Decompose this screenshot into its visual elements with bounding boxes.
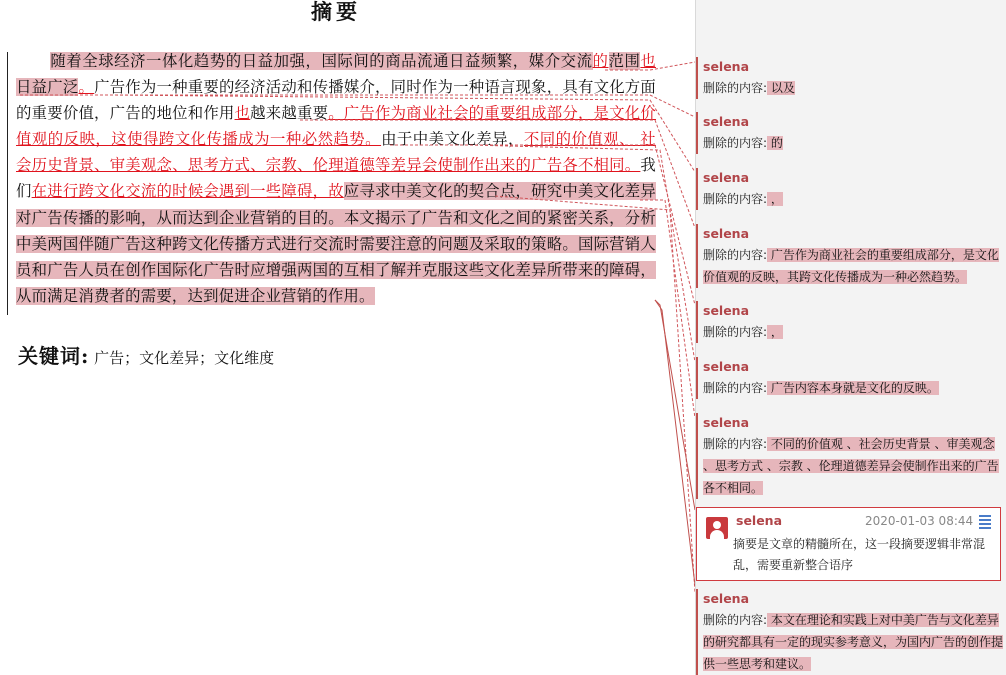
tracked-change-text: 。广告作为商业社会的重要组成部分，是文化价值观的反映，这使得跨文化传播成为一种必然趋势。	[16, 104, 656, 149]
deleted-text: 以及	[767, 81, 795, 95]
page-title: 摘要	[311, 0, 361, 24]
tracked-change-text: 也	[234, 104, 251, 123]
keywords-label: 关键词:	[18, 344, 90, 368]
list-lines-icon[interactable]	[976, 513, 994, 529]
tracked-change-text: 在进行跨文化交流的时候会遇到一些障碍，故	[31, 182, 344, 201]
revision-content	[703, 188, 1006, 210]
revision-label: 删除的内容:	[703, 325, 768, 339]
revision-content	[703, 77, 1006, 99]
avatar	[706, 517, 728, 539]
revision-author: selena	[703, 359, 750, 374]
revision-author: selena	[703, 59, 750, 74]
tracked-change-text: 也	[640, 52, 656, 70]
revision-author: selena	[703, 303, 750, 318]
keywords-text: 广告；文化差异；文化维度	[94, 349, 275, 367]
revision-balloon[interactable]	[696, 357, 1006, 399]
revision-balloon[interactable]	[696, 168, 1006, 210]
revision-content	[703, 244, 1006, 288]
tracked-change-text: 。	[78, 78, 95, 97]
comment-timestamp: 2020-01-03 08:44	[865, 514, 974, 528]
revision-author: selena	[703, 415, 750, 430]
deleted-text: 广告作为商业社会的重要组成部分，是文化价值观的反映，其跨文化传播成为一种必然趋势。	[703, 248, 999, 284]
paragraph-text: 范围	[608, 52, 641, 70]
revision-balloon[interactable]	[696, 112, 1006, 154]
deleted-text: ，	[767, 192, 783, 206]
keywords-line	[18, 342, 274, 372]
revision-label: 删除的内容:	[703, 192, 768, 206]
paragraph-text: 由于中美文化差异，	[381, 130, 524, 149]
revision-label: 删除的内容:	[703, 81, 768, 95]
abstract-paragraph[interactable]	[16, 48, 656, 309]
comment-card[interactable]	[696, 507, 1001, 581]
revision-balloon[interactable]	[696, 57, 1006, 99]
paragraph-text: 随着全球经济一体化趋势的日益加强，国际间的商品流通日益频繁，媒介交流	[50, 52, 593, 70]
revision-pane[interactable]	[695, 0, 1006, 675]
revision-content	[703, 609, 1006, 675]
tracked-change-text: 的	[592, 52, 609, 70]
revision-author: selena	[703, 226, 750, 241]
revision-label: 删除的内容:	[703, 248, 768, 262]
paragraph-text: 广告作为一种重要的经济活动和传播媒介，同时作为一种语言现象，具有文化方面的重要价值，广告的地位和作用	[16, 78, 657, 123]
revision-label: 删除的内容:	[703, 136, 768, 150]
paragraph-text: 应寻求中美文化的契合点，研究中美文化差异对广告传播的影响，从而达到企业营销的目的。本文揭示了广告和文化之间的紧密关系，分析中美两国伴随广告这种跨文化传播方式进行交流时需要注意的问题及采取的策略。国际营销人员和广告人员在创作国际化广告时应增强两国的互相了解并克服这些文化差异所带来的障碍，从而满足消费者的需要，达到促进企业营销的作用。	[16, 182, 656, 305]
revision-author: selena	[703, 170, 750, 185]
revision-content	[703, 321, 1006, 343]
revision-label: 删除的内容:	[703, 381, 768, 395]
revision-content	[703, 377, 1006, 399]
revision-content	[703, 132, 1006, 154]
revision-balloon[interactable]	[696, 589, 1006, 675]
paragraph-text: 我们	[16, 156, 656, 201]
revision-balloon[interactable]	[696, 413, 1006, 499]
deleted-text: 的	[767, 136, 783, 150]
revision-balloon[interactable]	[696, 224, 1006, 288]
tracked-change-text: 不同的价值观、 社会历史背景、审美观念、思考方式、宗教、伦理道德等差异会使制作出来的广告各不相同。	[16, 130, 656, 175]
revision-label: 删除的内容:	[703, 437, 768, 451]
deleted-text: 本文在理论和实践上对中美广告与文化差异的研究都具有一定的现实参考意义，为国内广告的创作提供一些思考和建议。	[703, 613, 1004, 671]
revision-author: selena	[703, 114, 750, 129]
deleted-text: ，	[767, 325, 783, 339]
change-bar	[7, 52, 8, 315]
revision-author: selena	[703, 591, 750, 606]
revision-balloon[interactable]	[696, 301, 1006, 343]
paragraph-text: 越来越重要	[250, 104, 329, 123]
deleted-text: 不同的价值观 、社会历史背景 、审美观念 、思考方式 、宗教 、伦理道德差异会使制作出来的广告各不相同。	[703, 437, 999, 495]
deleted-text: 广告内容本身就是文化的反映。	[767, 381, 939, 395]
comment-author: selena	[736, 513, 783, 528]
paragraph-text: 日益广泛	[16, 78, 79, 97]
revision-label: 删除的内容:	[703, 613, 768, 627]
comment-text: 摘要是文章的精髓所在，这一段摘要逻辑非常混乱，需要重新整合语序	[733, 537, 986, 572]
revision-content	[703, 433, 1006, 499]
